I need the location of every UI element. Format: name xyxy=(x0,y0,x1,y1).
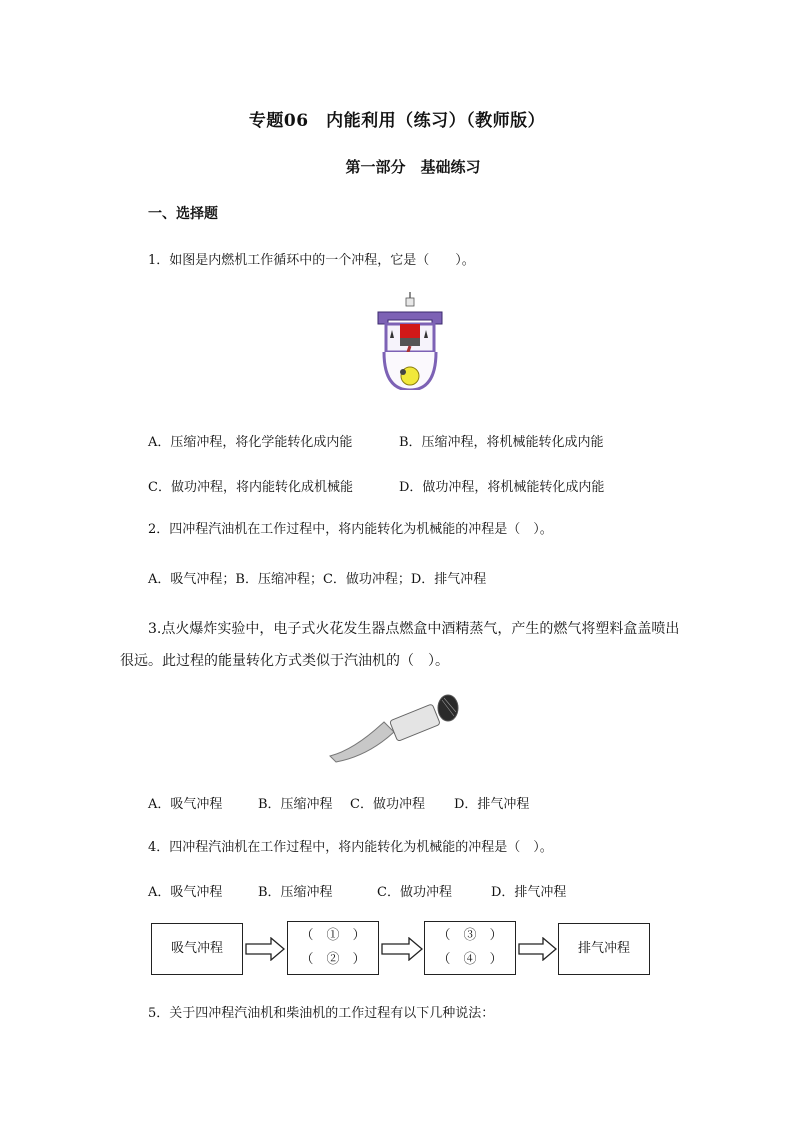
flow-box-intake xyxy=(151,923,243,975)
question-3-option-b: B．压缩冲程 xyxy=(258,797,333,812)
part-title: 第一部分 基础练习 xyxy=(345,158,481,176)
flow-box-exhaust-label: 排气冲程 xyxy=(577,941,630,956)
question-3-stem-line-1: 3.点火爆炸实验中，电子式火花发生器点燃盒中酒精蒸气，产生的燃气将塑料盒盖喷出 xyxy=(148,621,680,637)
question-1-stem: 1．如图是内燃机工作循环中的一个冲程，它是（ ）。 xyxy=(148,253,475,268)
question-4-option-d: D．排气冲程 xyxy=(491,885,567,900)
flow-blank-2: （ ② ） xyxy=(300,952,366,967)
question-2-options: A．吸气冲程；B．压缩冲程；C．做功冲程；D．排气冲程 xyxy=(148,572,487,587)
question-3-option-a: A．吸气冲程 xyxy=(148,797,223,812)
flow-blank-3: （ ③ ） xyxy=(437,928,503,943)
flow-arrow-3-icon xyxy=(518,937,557,961)
flow-box-exhaust xyxy=(558,923,650,975)
question-3-stem-line-2: 很远。此过程的能量转化方式类似于汽油机的（ ）。 xyxy=(120,653,449,669)
ignition-experiment-illustration xyxy=(324,692,474,764)
flow-box-intake-label: 吸气冲程 xyxy=(170,941,223,956)
flow-blank-4: （ ④ ） xyxy=(437,952,503,967)
question-4-option-b: B．压缩冲程 xyxy=(258,885,333,900)
question-3-option-c: C．做功冲程 xyxy=(350,797,425,812)
section-heading: 一、选择题 xyxy=(148,206,218,222)
question-3-option-d: D．排气冲程 xyxy=(454,797,530,812)
question-1-option-a: A．压缩冲程，将化学能转化成内能 xyxy=(148,435,353,450)
question-1-option-b: B．压缩冲程，将机械能转化成内能 xyxy=(399,435,604,450)
question-2-stem: 2．四冲程汽油机在工作过程中，将内能转化为机械能的冲程是（ ）。 xyxy=(148,522,553,537)
question-1-option-d: D．做功冲程，将机械能转化成内能 xyxy=(399,480,605,495)
flow-box-blank-1-2 xyxy=(287,921,379,975)
question-5-stem: 5．关于四冲程汽油机和柴油机的工作过程有以下几种说法： xyxy=(148,1006,495,1021)
flow-arrow-1-icon xyxy=(245,937,285,961)
question-4-option-c: C．做功冲程 xyxy=(377,885,452,900)
engine-cylinder-illustration xyxy=(374,290,446,390)
flow-arrow-2-icon xyxy=(381,937,423,961)
question-4-stem: 4．四冲程汽油机在工作过程中，将内能转化为机械能的冲程是（ ）。 xyxy=(148,840,553,855)
flow-box-blank-3-4 xyxy=(424,921,516,975)
question-1-option-c: C．做功冲程，将内能转化成机械能 xyxy=(148,480,353,495)
question-4-option-a: A．吸气冲程 xyxy=(148,885,223,900)
page-title: 专题06 内能利用（练习）（教师版） xyxy=(248,111,546,131)
flow-blank-1: （ ① ） xyxy=(300,928,366,943)
